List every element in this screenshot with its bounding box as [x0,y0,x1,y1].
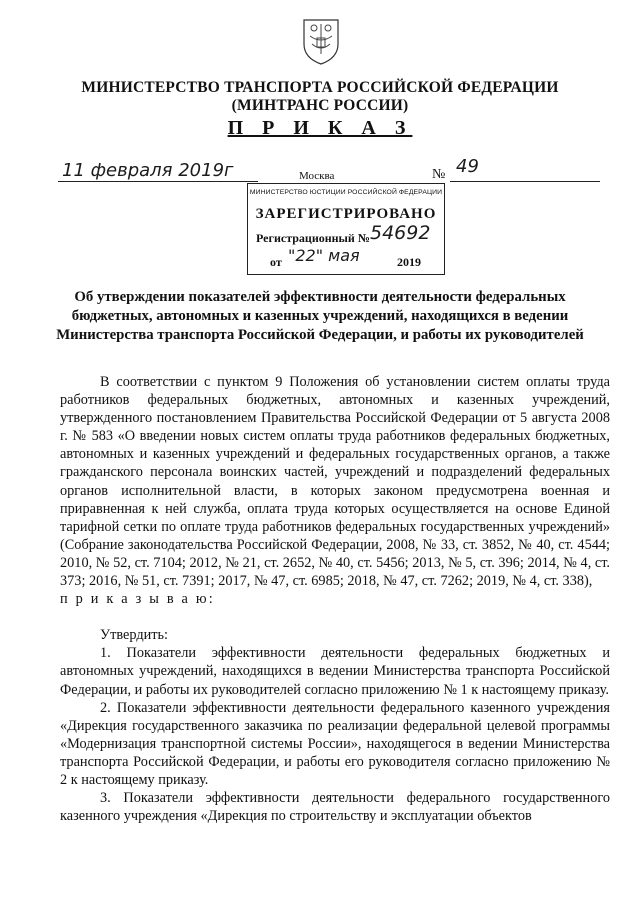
stamp-from-label: от [270,255,282,269]
city: Москва [299,170,335,182]
stamp-date: "22" мая [288,246,360,265]
ministry-name: МИНИСТЕРСТВО ТРАНСПОРТА РОССИЙСКОЙ ФЕДЕРАЦИИ [81,79,559,96]
coat-of-arms-icon [300,14,342,66]
list-item: 3. Показатели эффективности деятельности федерального государственного казенного учреждения «Дирекция по строительству и эксплуатации объектов [60,790,610,825]
document-type: П Р И К А З [227,117,413,139]
stamp-reg-label: Регистрационный № [256,231,370,245]
number-label: № [432,167,446,182]
number-underline [450,181,600,182]
registration-stamp [247,183,445,275]
stamp-reg-number: 54692 [370,222,431,244]
list-item: 2. Показатели эффективности деятельности федерального казенного учреждения «Дирекция государственного заказчика по реализации федеральной целевой программы «Модернизация транспортной системы России», находящегося в ведении Министерства транспорта Российской Федерации, и работы его руководителя согласно приложению № 2 к настоящему приказу. [60,699,610,788]
order-word: п р и к а з ы в а ю: [60,591,215,608]
order-date: 11 февраля 2019г [62,160,234,181]
document-body [60,373,610,825]
approve-heading: Утвердить: [100,627,169,644]
preamble: В соответствии с пунктом 9 Положения об установлении систем оплаты труда работников федеральных бюджетных, автономных и казенных учреждений, утвержденного постановлением Правительства Российской Федерации от 5 августа 2008 г. № 583 «О введении новых систем оплаты труда работников федеральных бюджетных, автономных и казенных учреждений и федеральных государственных органов, а также гражданского персонала воинских частей, учреждений и подразделений федеральных органов исполнительной власти, в которых законом предусмотрена военная и приравненная к ней служба, оплата труда которых осуществляется на основе Единой тарифной сетки по оплате труда работников федеральных государственных учреждений» (Собрание законодательства Российской Федерации, 2008, № 33, ст. 3852, № 40, ст. 4544; 2010, № 52, ст. 7104; 2012, № 21, ст. 2652, № 40, ст. 5456; 2013, № 5, ст. 396; 2014, № 4, ст. 373; 2016, № 51, ст. 7391; 2017, № 47, ст. 6985; 2018, № 47, ст. 7262; 2019, № 4, ст. 338), [60,374,610,590]
list-item: 1. Показатели эффективности деятельности федеральных бюджетных и автономных учреждений, находящихся в ведении Министерства транспорта Российской Федерации, и работы их руководителей согласно приложению № 1 к настоящему приказу. [60,645,610,698]
stamp-year: 2019 [397,255,421,269]
stamp-registered: ЗАРЕГИСТРИРОВАНО [255,206,437,222]
stamp-ministry: МИНИСТЕРСТВО ЮСТИЦИИ РОССИЙСКОЙ ФЕДЕРАЦИИ [249,189,443,196]
ministry-abbrev: (МИНТРАНС РОССИИ) [231,97,409,114]
order-number: 49 [456,156,479,177]
document-title: Об утверждении показателей эффективности деятельности федеральных бюджетных, автономных и казенных учреждений, находящихся в ведении Министерства транспорта Российской Федерации, и работы их руководителей [56,289,584,343]
date-underline [58,181,258,182]
